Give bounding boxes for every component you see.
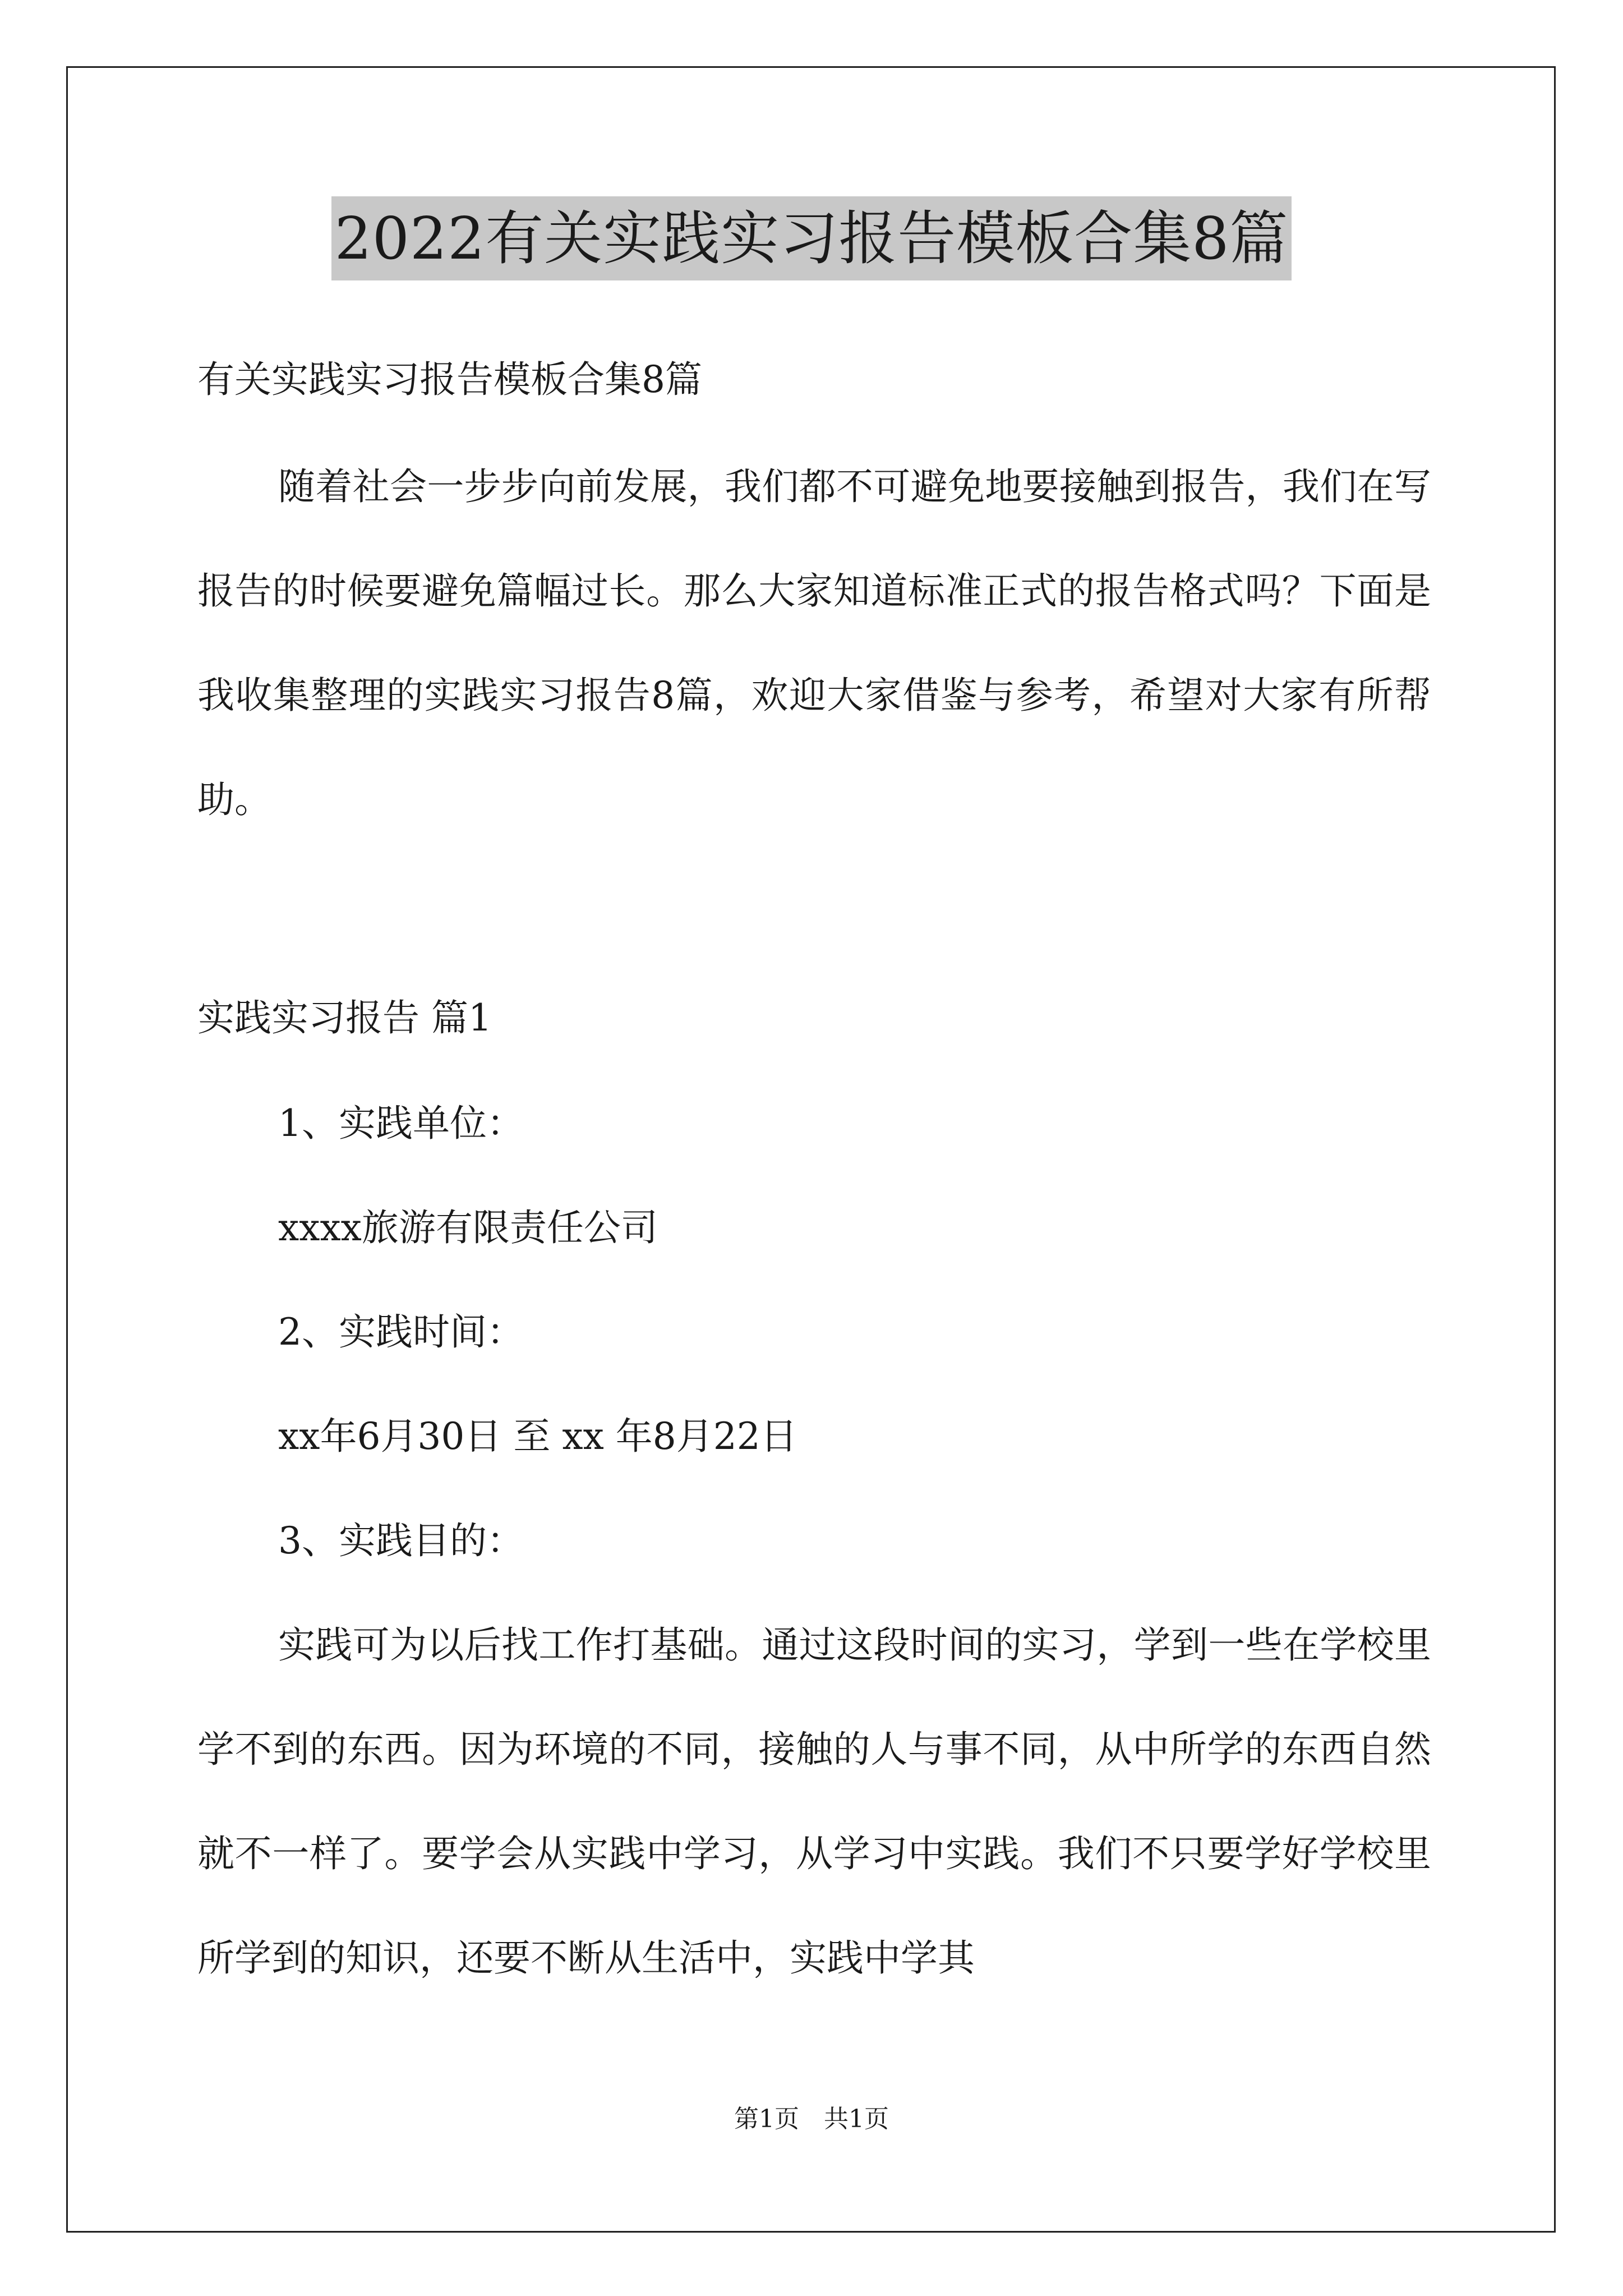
item1-value: xxxx旅游有限责任公司 (278, 1206, 658, 1249)
document-subtitle: 有关实践实习报告模板合集8篇 (197, 358, 702, 401)
item3-label: 3、实践目的： (278, 1519, 524, 1562)
purpose-paragraph: 实践可为以后找工作打基础。通过这段时间的实习，学到一些在学校里学不到的东西。因为环境的不同，接触的人与事不同，从中所学的东西自然就不一样了。要学会从实践中学习，从学习中实践。我们不只要学好学校里所学到的知识，还要不断从生活中，实践中学其 (197, 1623, 1431, 1980)
document-title: 2022有关实践实习报告模板合集8篇 (331, 196, 1292, 280)
title-container (0, 196, 1623, 280)
item2-value: xx年6月30日 至 xx 年8月22日 (278, 1415, 797, 1458)
section-heading: 实践实习报告 篇1 (197, 996, 492, 1039)
item2-label: 2、实践时间： (278, 1310, 524, 1354)
intro-paragraph: 随着社会一步步向前发展，我们都不可避免地要接触到报告，我们在写报告的时候要避免篇幅过长。那么大家知道标准正式的报告格式吗？下面是我收集整理的实践实习报告8篇，欢迎大家借鉴与参考，希望对大家有所帮助。 (197, 465, 1431, 821)
item1-label: 1、实践单位： (278, 1102, 524, 1145)
page-footer: 第1页 共1页 (734, 2105, 889, 2133)
